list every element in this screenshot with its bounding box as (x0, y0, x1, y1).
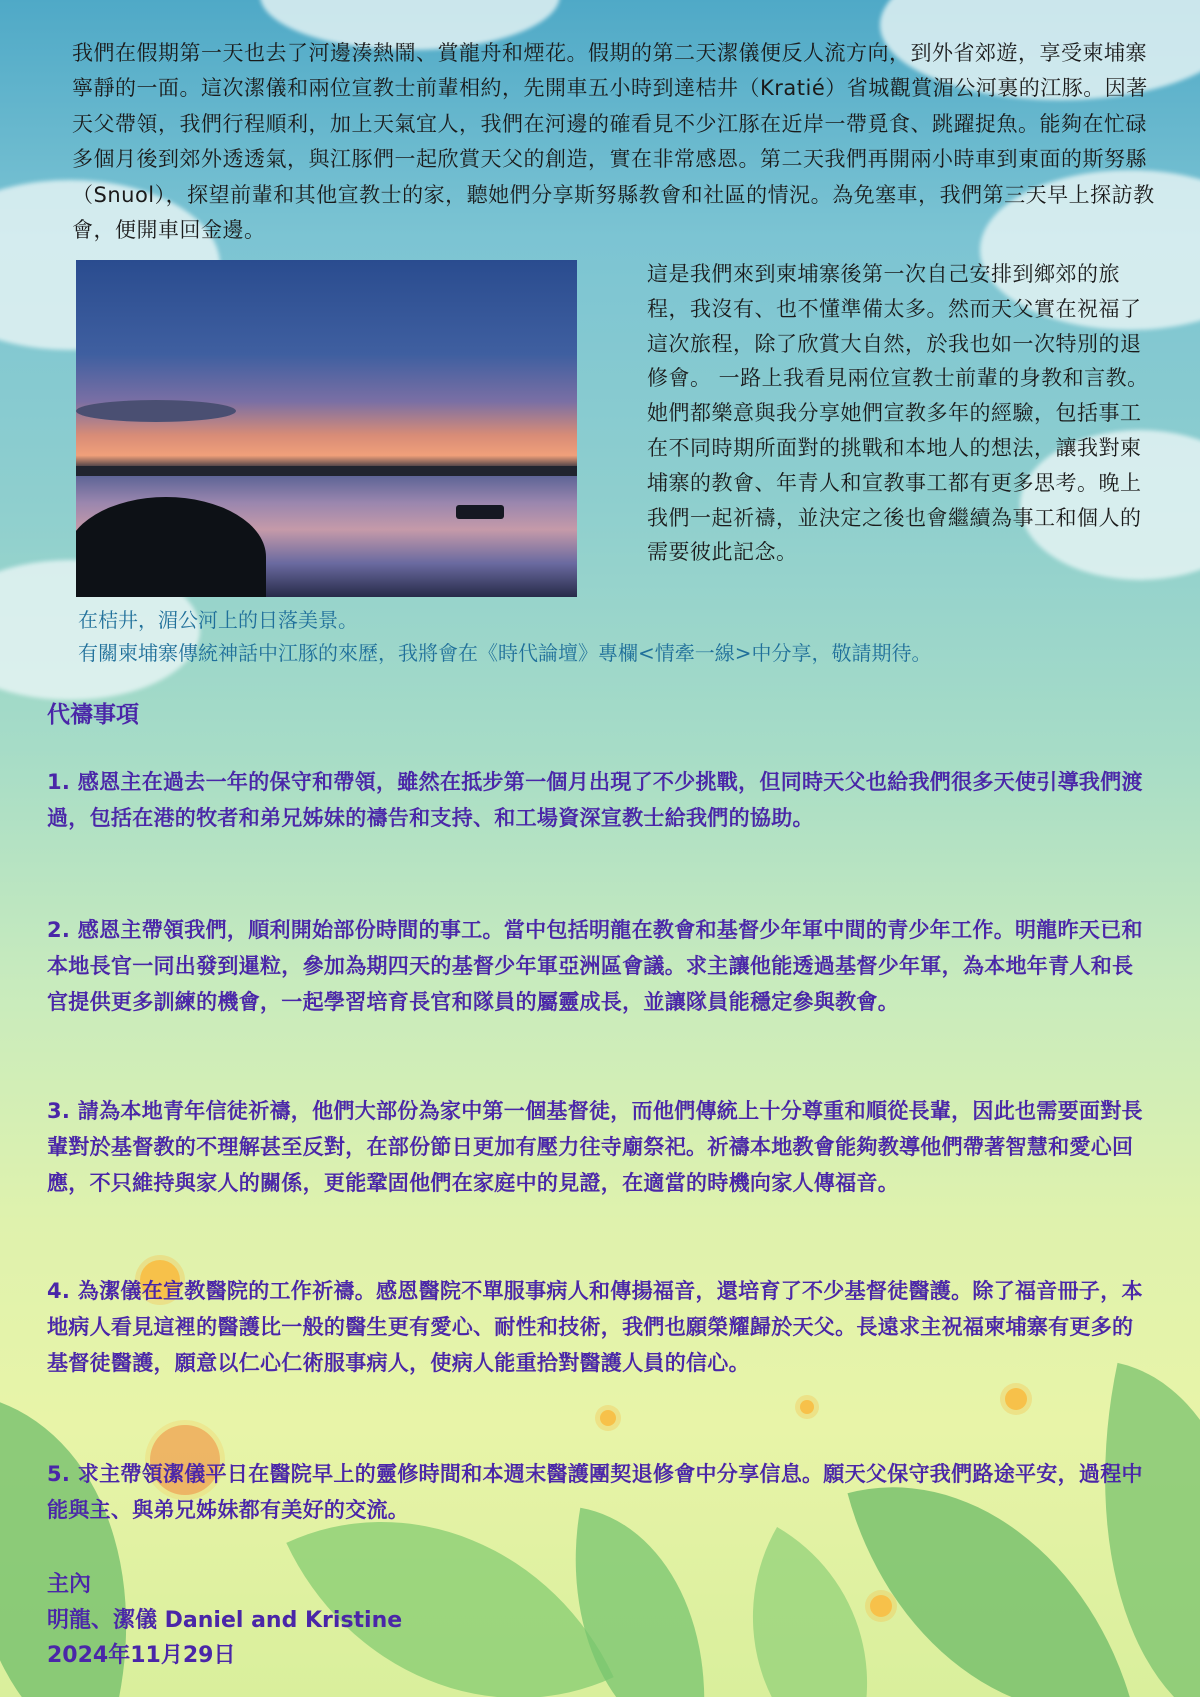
signoff-date: 2024年11月29日 (47, 1643, 236, 1668)
boat-silhouette (456, 505, 504, 519)
side-paragraph: 這是我們來到柬埔寨後第一次自己安排到鄉郊的旅程，我沒有、也不懂準備太多。然而天父實在祝福了這次旅程，除了欣賞大自然，於我也如一次特別的退修會。 一路上我看見兩位宣教士前輩的身教和言教。她們都樂意與我分享她們宣教多年的經驗，包括事工在不同時期所面對的挑戰和本地人的想法，讓我對柬埔寨的教會、年青人和宣教事工都有更多思考。晚上我們一起祈禱，並決定之後也會繼續為事工和個人的需要彼此記念。 (647, 262, 1149, 565)
signoff-names: 明龍、潔儀 Daniel and Kristine (47, 1607, 403, 1633)
tree-silhouette (76, 497, 266, 597)
prayer-item-4: 4. 為潔儀在宣教醫院的工作祈禱。感恩醫院不單服事病人和傳揚福音，還培育了不少基督徒醫護。除了福音冊子，本地病人看見這裡的醫護比一般的醫生更有愛心、耐性和技術，我們也願榮耀歸於天父。長遠求主祝福柬埔寨有更多的基督徒醫護，願意以仁心仁術服事病人，使病人能重拾對醫護人員的信心。 (47, 1279, 1143, 1375)
signoff (47, 1567, 402, 1674)
prayer-item-3: 3. 請為本地青年信徒祈禱，他們大部份為家中第一個基督徒，而他們傳統上十分尊重和順從長輩，因此也需要面對長輩對於基督教的不理解甚至反對，在部份節日更加有壓力往寺廟祭祀。祈禱本地教會能夠教導他們帶著智慧和愛心回應，不只維持與家人的關係，更能鞏固他們在家庭中的見證，在適當的時機向家人傳福音。 (47, 1099, 1143, 1195)
intro-paragraph: 我們在假期第一天也去了河邊湊熱鬧、賞龍舟和煙花。假期的第二天潔儀便反人流方向，到外省郊遊，享受柬埔寨寧靜的一面。這次潔儀和兩位宣教士前輩相約，先開車五小時到達桔井（Kratié）省城觀賞湄公河裏的江豚。因著天父帶領，我們行程順利，加上天氣宜人，我們在河邊的確看見不少江豚在近岸一帶覓食、跳躍捉魚。能夠在忙碌多個月後到郊外透透氣，與江豚們一起欣賞天父的創造，實在非常感恩。第二天我們再開兩小時車到東面的斯努縣（Snuol），探望前輩和其他宣教士的家，聽她們分享斯努縣教會和社區的情況。為免塞車，我們第三天早上探訪教會，便開車回金邊。 (72, 41, 1155, 243)
prayer-item-5: 5. 求主帶領潔儀平日在醫院早上的靈修時間和本週末醫護團契退修會中分享信息。願天父保守我們路途平安，過程中能與主、與弟兄姊妹都有美好的交流。 (47, 1462, 1143, 1522)
note-text: 有關柬埔寨傳統神話中江豚的來歷，我將會在《時代論壇》專欄<情牽一線>中分享，敬請期待。 (78, 641, 932, 665)
prayer-item-2: 2. 感恩主帶領我們，順利開始部份時間的事工。當中包括明龍在教會和基督少年軍中間的青少年工作。明龍昨天已和本地長官一同出發到暹粒，參加為期四天的基督少年軍亞洲區會議。求主讓他能透過基督少年軍，為本地年青人和長官提供更多訓練的機會，一起學習培育長官和隊員的屬靈成長，並讓隊員能穩定參與教會。 (47, 918, 1143, 1014)
prayer-item-1: 1. 感恩主在過去一年的保守和帶領，雖然在抵步第一個月出現了不少挑戰，但同時天父也給我們很多天使引導我們渡過，包括在港的牧者和弟兄姊妹的禱告和支持、和工場資深宣教士給我們的協助。 (47, 770, 1143, 830)
signoff-greeting: 主內 (47, 1572, 92, 1597)
prayer-heading: 代禱事項 (47, 702, 139, 728)
photo-caption: 在桔井，湄公河上的日落美景。 (78, 608, 358, 632)
mekong-sunset-photo (76, 260, 577, 597)
